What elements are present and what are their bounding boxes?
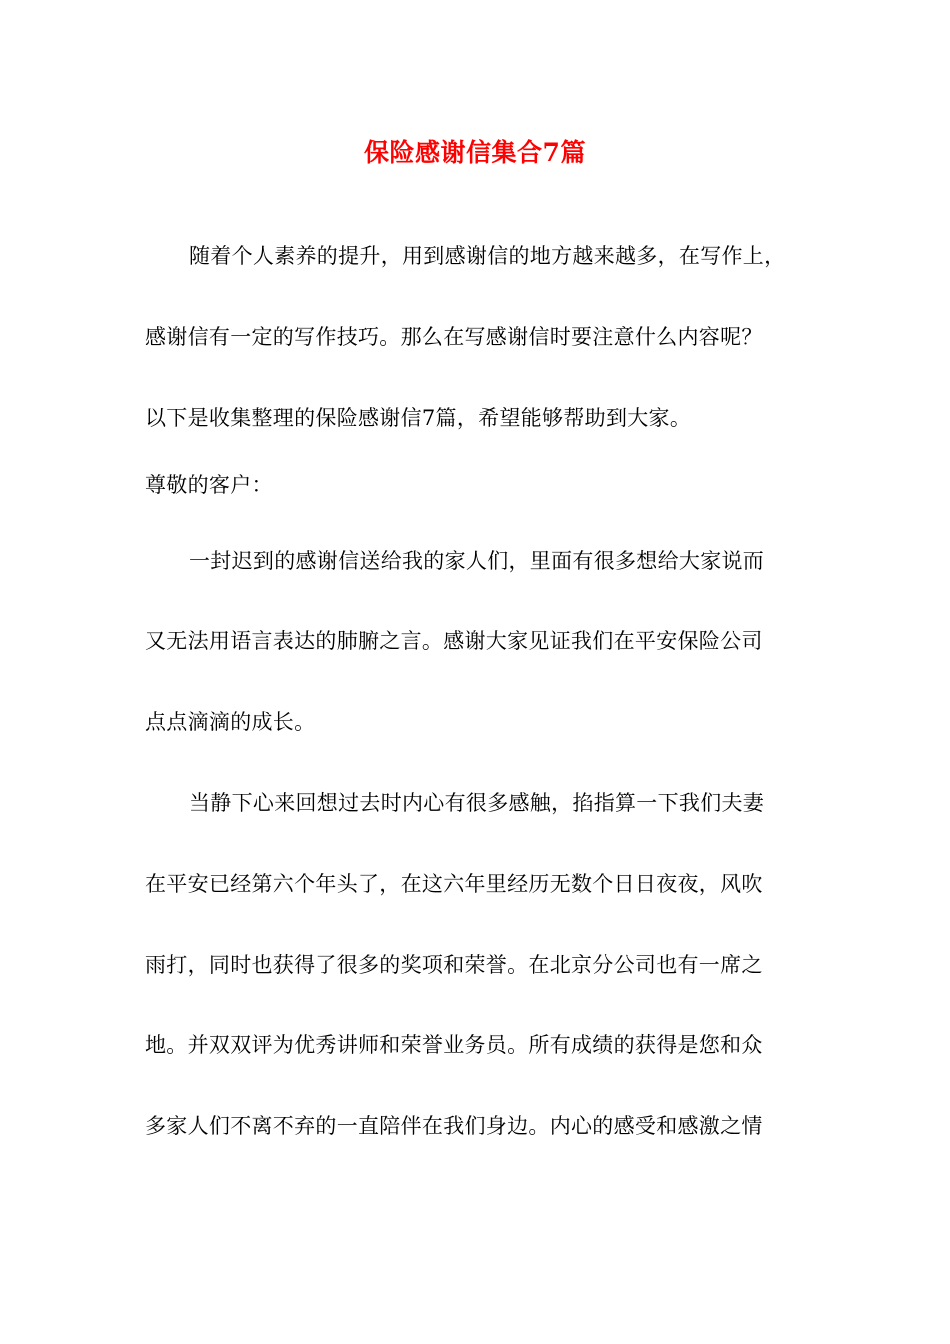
paragraph-line: 地。并双双评为优秀讲师和荣誉业务员。所有成绩的获得是您和众 [145,1033,763,1057]
paragraph-line: 感谢信有一定的写作技巧。那么在写感谢信时要注意什么内容呢？ [145,325,763,349]
paragraph-line: 随着个人素养的提升，用到感谢信的地方越来越多，在写作上， [189,244,786,268]
paragraph-line: 又无法用语言表达的肺腑之言。感谢大家见证我们在平安保险公司 [145,629,763,653]
paragraph-line: 多家人们不离不弃的一直陪伴在我们身边。内心的感受和感激之情 [145,1114,763,1138]
document-title: 保险感谢信集合7篇 [364,138,586,167]
paragraph-line: 一封迟到的感谢信送给我的家人们，里面有很多想给大家说而 [189,549,765,573]
paragraph-line: 以下是收集整理的保险感谢信7篇，希望能够帮助到大家。 [145,406,692,430]
paragraph-line: 在平安已经第六个年头了，在这六年里经历无数个日日夜夜，风吹 [145,872,763,896]
paragraph-line: 当静下心来回想过去时内心有很多感触，掐指算一下我们夫妻 [189,791,765,815]
paragraph-line: 点点滴滴的成长。 [145,710,316,734]
salutation: 尊敬的客户： [145,473,273,497]
paragraph-line: 雨打，同时也获得了很多的奖项和荣誉。在北京分公司也有一席之 [145,953,763,977]
